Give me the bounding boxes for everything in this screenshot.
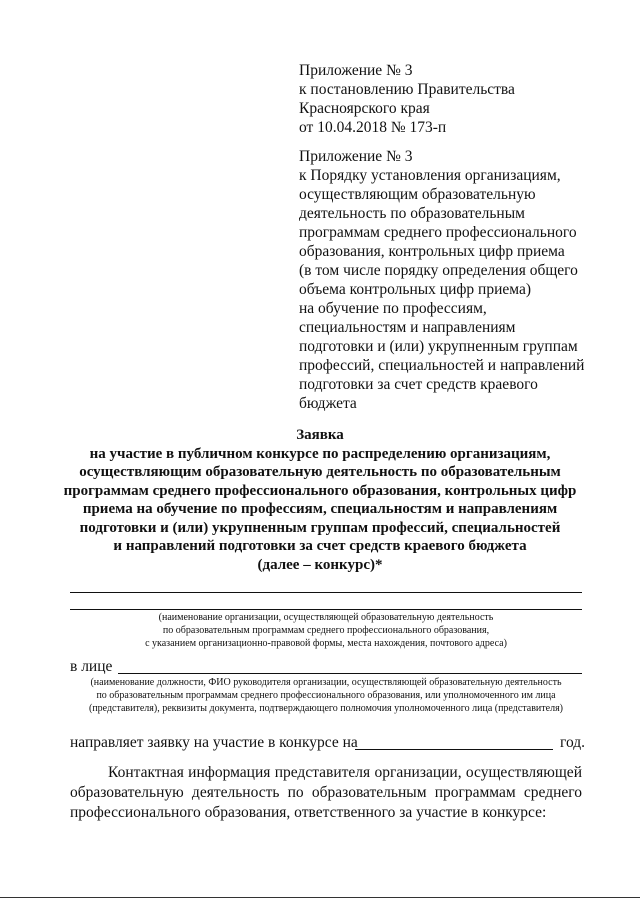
application-subtitle-line: на участие в публичном конкурсе по распределению организациям,: [89, 445, 551, 462]
caption-line: по образовательным программам среднего профессионального образования, или уполномоченного им лица: [96, 690, 556, 701]
application-subtitle-line: программам среднего профессионального образования, контрольных цифр: [63, 482, 577, 499]
appendix-line: к Порядку установления организациям,: [299, 167, 561, 184]
appendix-header-procedure: [299, 147, 584, 413]
appendix-line: подготовки и (или) укрупненным группам: [299, 338, 578, 355]
application-subtitle-line: приема на обучение по профессиям, специальностям и направлениям: [82, 501, 558, 517]
representative-caption: [62, 676, 590, 715]
representative-field-line[interactable]: [118, 673, 582, 674]
caption-line: по образовательным программам среднего профессионального образования,: [162, 625, 490, 636]
caption-line: (представителя), реквизиты документа, подтверждающего полномочия уполномоченного лица (представителя): [88, 703, 563, 714]
appendix-line: подготовки за счет средств краевого: [299, 376, 538, 393]
request-text: направляет заявку на участие в конкурсе на: [70, 734, 358, 751]
contact-line: образовательную деятельность по образовательным программам среднего: [70, 784, 582, 801]
appendix-line: осуществляющим образовательную: [299, 186, 536, 203]
appendix-line: (в том числе порядку определения общего: [299, 262, 578, 279]
appendix-line: к постановлению Правительства: [299, 81, 515, 98]
application-subtitle-line: (далее – конкурс)*: [257, 556, 383, 573]
appendix-line: на обучение по профессиям,: [299, 300, 487, 317]
appendix-line: Приложение № 3: [299, 148, 413, 165]
appendix-line: объема контрольных цифр приема): [299, 281, 532, 298]
contact-paragraph: [70, 763, 582, 823]
appendix-line: специальностям и направлениям: [299, 319, 516, 336]
caption-line: (наименование должности, ФИО руководителя организации, осуществляющей образовательную деятельность: [90, 677, 562, 688]
application-title: Заявка: [296, 427, 344, 443]
caption-line: (наименование организации, осуществляющей образовательную деятельность: [158, 612, 494, 623]
org-name-field-line-1[interactable]: [70, 592, 582, 593]
appendix-line: профессий, специальностей и направлений: [299, 357, 585, 374]
appendix-line: деятельность по образовательным: [299, 205, 525, 222]
year-suffix: год.: [560, 734, 586, 751]
org-name-caption: [70, 611, 582, 650]
application-subtitle-line: и направлений подготовки за счет средств краевого бюджета: [113, 538, 527, 554]
appendix-header-decree: [299, 61, 515, 137]
page-bottom-edge: [0, 897, 640, 898]
appendix-line: от 10.04.2018 № 173-п: [299, 119, 447, 136]
year-field-line[interactable]: [355, 749, 553, 750]
appendix-line: Красноярского края: [299, 100, 430, 117]
org-name-field-line-2[interactable]: [70, 609, 582, 610]
appendix-line: программам среднего профессионального: [299, 224, 577, 241]
contact-line: профессионального образования, ответственного за участие в конкурсе:: [70, 804, 547, 821]
appendix-line: бюджета: [299, 395, 357, 412]
appendix-line: Приложение № 3: [299, 62, 413, 79]
application-subtitle-line: подготовки и (или) укрупненным группам профессий, специальностей: [79, 519, 561, 536]
application-title-block: [0, 426, 640, 574]
caption-line: с указанием организационно-правовой формы, места нахождения, почтового адреса): [145, 638, 507, 649]
appendix-line: образования, контрольных цифр приема: [299, 243, 565, 260]
representative-label: в лице: [70, 658, 113, 675]
contact-line: Контактная информация представителя организации, осуществляющей: [108, 764, 582, 781]
application-subtitle-line: осуществляющим образовательную деятельность по образовательным: [79, 464, 561, 480]
